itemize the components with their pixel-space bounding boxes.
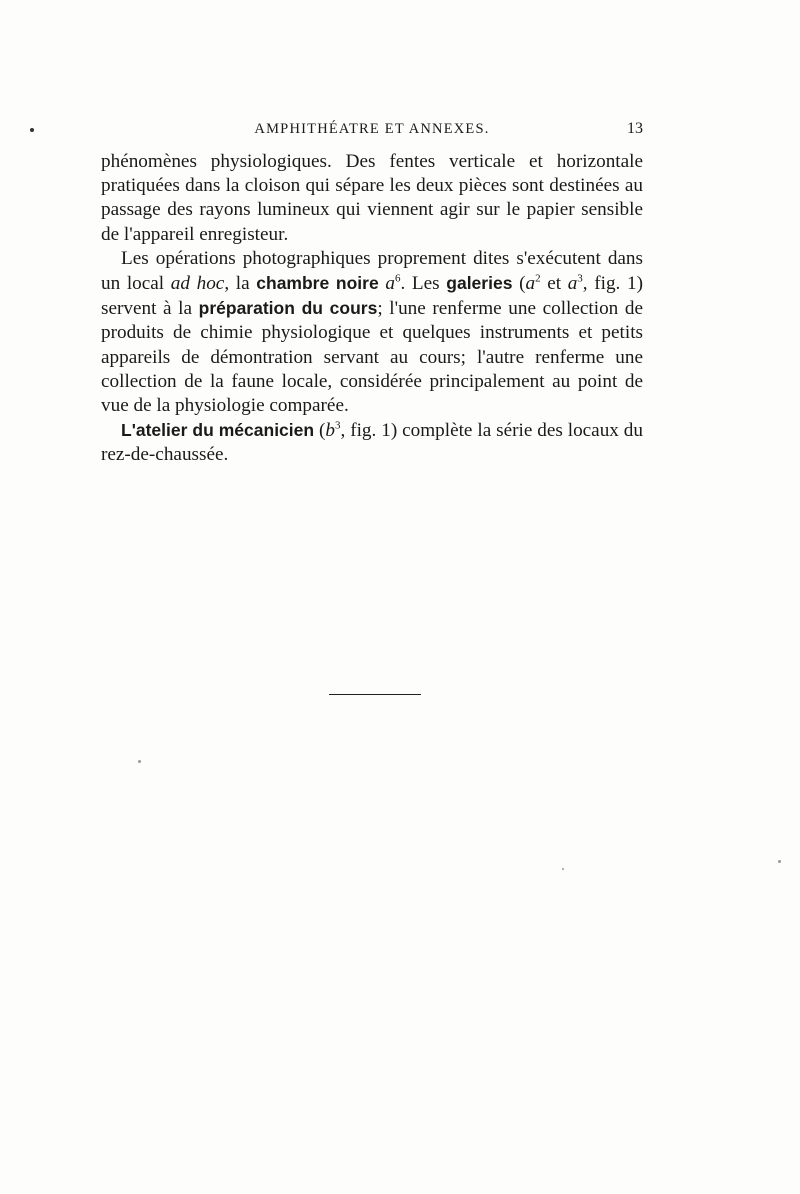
body-text	[101, 150, 643, 468]
figure-ref-superscript: 6	[394, 272, 401, 285]
figure-ref: a	[525, 273, 536, 295]
text-run: ; l'une renferme une collection de produits de chimie physiologique et quelques instruments et petits appareils de démontration servant au cours; l'autre renferme une collection de la faune locale, considérée principalement au point de vue de la physiologie comparée.	[101, 298, 643, 417]
running-title: AMPHITHÉATRE ET ANNEXES.	[254, 121, 490, 137]
bold-term-preparation-du-cours: préparation du cours	[198, 298, 378, 319]
bold-term-chambre-noire: chambre noire	[256, 273, 379, 294]
text-run: (	[512, 273, 526, 295]
paragraph-3	[101, 418, 643, 467]
text-run: . Les	[400, 273, 447, 295]
running-header	[101, 118, 643, 142]
text-run: (	[314, 420, 326, 442]
text-run: Les opérations photographiques proprement dites s'exécutent dans un local	[101, 247, 643, 295]
page-number: 13	[627, 120, 643, 137]
text-run: , fig. 1) complète la série des locaux du rez-de-chaussée.	[101, 420, 643, 466]
paper-speck	[562, 868, 564, 870]
paragraph-2	[101, 247, 643, 418]
figure-ref-superscript: 3	[334, 419, 341, 432]
figure-ref: a	[567, 273, 578, 295]
section-end-rule	[329, 694, 421, 695]
bold-term-galeries: galeries	[446, 273, 513, 294]
text-run: , la	[224, 273, 257, 295]
figure-ref: b	[325, 420, 335, 442]
paragraph-1: phénomènes physiologiques. Des fentes verticale et horizontale pratiquées dans la cloison qui sépare les deux pièces sont destinées au passage des rayons lumineux qui viennent agir sur le papier sensible de l'appareil enregisteur.	[101, 151, 643, 245]
text-run: et	[540, 273, 568, 295]
italic-term: ad hoc	[170, 273, 225, 295]
bold-term-atelier-du-mecanicien: L'atelier du mécanicien	[121, 420, 315, 441]
paper-speck	[138, 760, 141, 763]
figure-ref-superscript: 3	[577, 272, 583, 285]
figure-ref: a	[385, 273, 395, 295]
paper-speck	[778, 860, 781, 863]
figure-ref-superscript: 2	[535, 272, 541, 285]
text-run: , fig. 1) servent à la	[101, 273, 643, 320]
margin-mark	[30, 128, 34, 132]
